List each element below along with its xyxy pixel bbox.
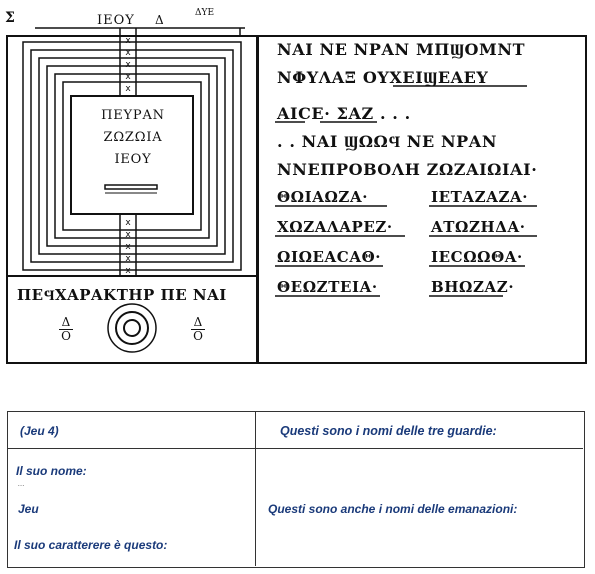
table-col-divider — [255, 412, 256, 566]
cell-emanations-heading: Questi sono anche i nomi delle emanazioni: — [268, 502, 518, 516]
header-superscript: ΔΥΕ — [195, 8, 215, 18]
ms-text-line-2: ΝΦΥΛΑΞ ΟΥΧΕΙϢΕΑΕΥ — [277, 68, 489, 87]
fraction-right — [191, 316, 205, 343]
header-mark: Δ — [155, 13, 164, 27]
cell-name-label: Il suo nome: — [16, 464, 87, 478]
name-right-3: ΙΕϹΩΩΘΑ· — [431, 248, 523, 266]
translation-table — [7, 411, 585, 568]
cell-source-ref: (Jeu 4) — [20, 424, 59, 438]
name-left-2: ΧΩΖΑΛΑΡΕΖ· — [277, 218, 393, 236]
svg-text:x: x — [125, 84, 131, 94]
seal-line-3: ΙΕΟΥ — [114, 152, 152, 167]
name-left-1: ΘΩΙΑΩΖΑ· — [277, 188, 369, 206]
svg-text:x: x — [125, 48, 131, 58]
cell-character-label: Il suo caratterere è questo: — [14, 538, 168, 552]
svg-text:x: x — [125, 242, 131, 252]
seal-line-1: ΠΕΥΡΑΝ — [101, 108, 165, 123]
seal-line-2: ΖΩΖΩΙΑ — [103, 130, 163, 145]
svg-text:x: x — [125, 72, 131, 82]
fraction-left-bottom: O — [61, 329, 71, 343]
table-row-divider — [8, 448, 583, 449]
name-right-1: ΙΕΤΑΖΑΖΑ· — [431, 188, 529, 206]
character-caption: ΠΕϤΧΑΡΑΚΤΗΡ ΠΕ ΝΑΙ — [17, 286, 227, 304]
header-word: ΙΕΟΥ — [97, 13, 135, 28]
manuscript-figure — [5, 10, 588, 366]
name-right-4: ΒΗΩΖΑΖ· — [431, 278, 515, 296]
ms-text-line-1: ΝΑΙ ΝΕ ΝΡΑΝ ΜΠϢΟΜΝΤ — [277, 40, 526, 59]
svg-text:x: x — [125, 60, 131, 70]
ms-text-line-5: ΝΝΕΠΡΟΒΟΛΗ ΖΩΖΑΙΩΙΑΙ· — [277, 160, 538, 179]
name-right-2: ΑΤΩΖΗΔΑ· — [431, 218, 526, 236]
svg-text:x: x — [125, 218, 131, 228]
ms-text-line-3: ΑΙϹΕ· ΣΑΖ . . . — [277, 104, 411, 123]
fraction-left — [59, 316, 73, 343]
fraction-left-top: Δ — [59, 316, 73, 330]
fraction-right-top: Δ — [191, 316, 205, 330]
name-left-4: ΘΕΩΖΤΕΙΑ· — [277, 278, 378, 296]
svg-text:x: x — [125, 254, 131, 264]
cell-guardians-heading: Questi sono i nomi delle tre guardie: — [280, 424, 497, 438]
corner-mark: Σ — [5, 10, 15, 26]
cell-ellipsis: ... — [18, 479, 25, 488]
left-panel-frame — [7, 36, 257, 363]
circle-seal — [108, 304, 156, 352]
cell-name-value: Jeu — [18, 502, 39, 516]
ms-text-line-4: . . ΝΑΙ ϢΩΩϤ ΝΕ ΝΡΑΝ — [277, 132, 498, 151]
svg-text:x: x — [125, 230, 131, 240]
fraction-right-bottom: O — [193, 329, 203, 343]
name-left-3: ΩΙΩΕΑϹΑΘ· — [277, 248, 382, 266]
svg-text:x: x — [125, 266, 131, 276]
svg-text:x: x — [125, 36, 131, 46]
